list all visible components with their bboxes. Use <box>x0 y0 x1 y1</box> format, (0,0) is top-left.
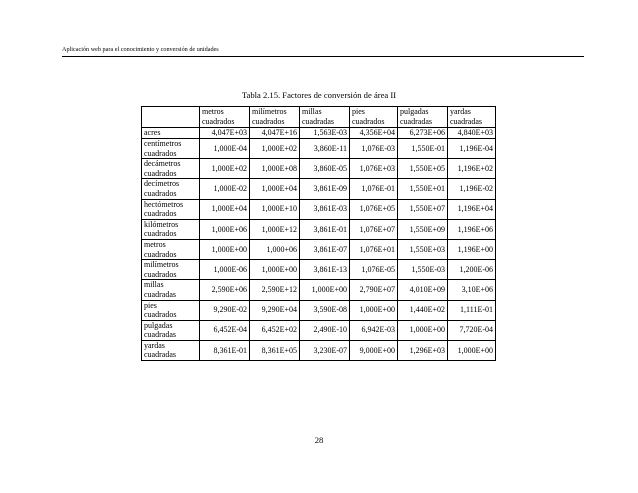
table-cell: 1,000E+06 <box>200 219 250 239</box>
table-row <box>142 159 496 179</box>
column-header: pies cuadrados <box>350 107 398 128</box>
table-cell: 1,550E+05 <box>398 159 448 179</box>
table-row <box>142 179 496 199</box>
table-cell: 1,000E+02 <box>250 139 300 159</box>
row-label: millas cuadradas <box>142 280 200 300</box>
table-cell: 3,860E-11 <box>300 139 350 159</box>
column-header: millas cuadradas <box>300 107 350 128</box>
row-label: hectómetros cuadrados <box>142 199 200 219</box>
table-cell: 1,076E-03 <box>350 139 398 159</box>
table-cell: 1,000E-02 <box>200 179 250 199</box>
table-row <box>142 139 496 159</box>
table-cell: 1,076E-05 <box>350 260 398 280</box>
table-cell: 1,000E+00 <box>448 340 496 360</box>
table-cell: 1,000E+02 <box>200 159 250 179</box>
table-cell: 4,010E+09 <box>398 280 448 300</box>
table-cell: 1,000E+00 <box>300 280 350 300</box>
table-cell: 1,000E+04 <box>250 179 300 199</box>
row-label: pies cuadrados <box>142 300 200 320</box>
table-cell: 1,111E-01 <box>448 300 496 320</box>
table-cell: 1,196E+04 <box>448 199 496 219</box>
header-divider <box>62 56 584 57</box>
table-cell: 3,861E-07 <box>300 239 350 259</box>
row-label: decímetros cuadrados <box>142 179 200 199</box>
column-header: metros cuadrados <box>200 107 250 128</box>
table-row <box>142 340 496 360</box>
table-row <box>142 280 496 300</box>
table-cell: 3,861E-01 <box>300 219 350 239</box>
row-label: metros cuadrados <box>142 239 200 259</box>
table-cell: 3,861E-09 <box>300 179 350 199</box>
row-label: pulgadas cuadradas <box>142 320 200 340</box>
table-cell: 1,550E+03 <box>398 239 448 259</box>
running-header: Aplicación web para el conocimiento y conversión de unidades <box>62 46 219 53</box>
table-cell: 4,047E+16 <box>250 128 300 139</box>
row-label: yardas cuadradas <box>142 340 200 360</box>
table-cell: 1,076E+05 <box>350 199 398 219</box>
table-cell: 1,000E+10 <box>250 199 300 219</box>
column-header: milímetros cuadrados <box>250 107 300 128</box>
row-label: kilómetros cuadrados <box>142 219 200 239</box>
table-cell: 1,196E+06 <box>448 219 496 239</box>
table-cell: 1,000E+08 <box>250 159 300 179</box>
table-cell: 1,076E+01 <box>350 239 398 259</box>
table-cell: 1,000E+12 <box>250 219 300 239</box>
table-cell: 4,840E+03 <box>448 128 496 139</box>
conversion-table <box>141 106 496 361</box>
table-cell: 6,452E-04 <box>200 320 250 340</box>
table-cell: 1,550E-03 <box>398 260 448 280</box>
table-cell: 1,076E+03 <box>350 159 398 179</box>
header-row <box>142 107 496 128</box>
table-cell: 1,200E-06 <box>448 260 496 280</box>
table-cell: 1,000E+00 <box>250 260 300 280</box>
table-cell: 8,361E-01 <box>200 340 250 360</box>
column-header: yardas cuadradas <box>448 107 496 128</box>
table-cell: 7,720E-04 <box>448 320 496 340</box>
table-cell: 1,550E-01 <box>398 139 448 159</box>
table-cell: 1,440E+02 <box>398 300 448 320</box>
page-number: 28 <box>314 435 324 445</box>
table-row <box>142 199 496 219</box>
table-cell: 9,290E-02 <box>200 300 250 320</box>
table-cell: 1,000+06 <box>250 239 300 259</box>
table-cell: 4,356E+04 <box>350 128 398 139</box>
table-cell: 4,047E+03 <box>200 128 250 139</box>
table-row <box>142 239 496 259</box>
table-cell: 1,000E+04 <box>200 199 250 219</box>
table-cell: 9,000E+00 <box>350 340 398 360</box>
table-cell: 1,196E-04 <box>448 139 496 159</box>
table-cell: 3,861E-13 <box>300 260 350 280</box>
table-cell: 3,10E+06 <box>448 280 496 300</box>
table-cell: 1,000E-04 <box>200 139 250 159</box>
corner-cell <box>142 107 200 128</box>
table-cell: 1,296E+03 <box>398 340 448 360</box>
table-cell: 1,196E-02 <box>448 179 496 199</box>
table-row <box>142 320 496 340</box>
table-cell: 3,590E-08 <box>300 300 350 320</box>
table-cell: 6,273E+06 <box>398 128 448 139</box>
table-cell: 1,563E-03 <box>300 128 350 139</box>
table-cell: 1,550E+07 <box>398 199 448 219</box>
table-cell: 1,000E+00 <box>398 320 448 340</box>
table-row <box>142 300 496 320</box>
table-cell: 2,590E+12 <box>250 280 300 300</box>
table-cell: 9,290E+04 <box>250 300 300 320</box>
table-cell: 1,196E+00 <box>448 239 496 259</box>
row-label: acres <box>142 128 200 139</box>
table-cell: 2,590E+06 <box>200 280 250 300</box>
table-caption: Tabla 2.15. Factores de conversión de área II <box>241 90 397 100</box>
table-cell: 3,230E-07 <box>300 340 350 360</box>
table-row <box>142 260 496 280</box>
table-cell: 1,000E+00 <box>350 300 398 320</box>
table-cell: 1,076E-01 <box>350 179 398 199</box>
row-label: milímetros cuadrados <box>142 260 200 280</box>
table-cell: 8,361E+05 <box>250 340 300 360</box>
table-row <box>142 219 496 239</box>
table-cell: 1,000E+00 <box>200 239 250 259</box>
table-cell: 2,490E-10 <box>300 320 350 340</box>
table-cell: 1,550E+09 <box>398 219 448 239</box>
table-cell: 1,076E+07 <box>350 219 398 239</box>
table-cell: 2,790E+07 <box>350 280 398 300</box>
table-cell: 6,452E+02 <box>250 320 300 340</box>
row-label: decámetros cuadrados <box>142 159 200 179</box>
table-cell: 1,000E-06 <box>200 260 250 280</box>
table-cell: 1,550E+01 <box>398 179 448 199</box>
row-label: centímetros cuadrados <box>142 139 200 159</box>
table-cell: 3,860E-05 <box>300 159 350 179</box>
table-cell: 3,861E-03 <box>300 199 350 219</box>
table-cell: 6,942E-03 <box>350 320 398 340</box>
table-cell: 1,196E+02 <box>448 159 496 179</box>
column-header: pulgadas cuadradas <box>398 107 448 128</box>
table-row <box>142 128 496 139</box>
